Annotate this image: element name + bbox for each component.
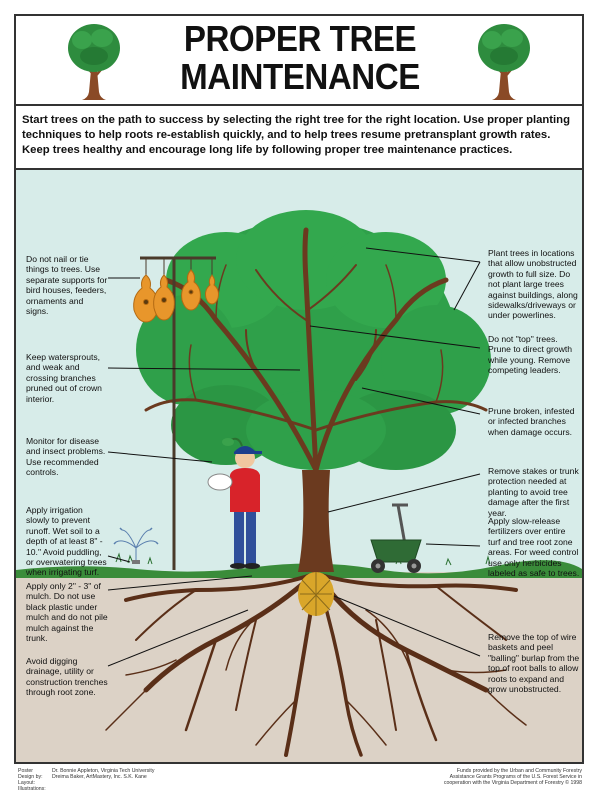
callout-no-topping: Do not "top" trees. Prune to direct growth while young. Remove competing leaders. [488,334,573,376]
callout-irrigation: Apply irrigation slowly to prevent runoff. Wet soil to a depth of at least 8" - 10." Avoid puddling, or overwatering trees when irrigating turf. [26,505,107,578]
callout-prune-broken: Prune broken, infested or infected branches when damage occurs. [488,406,575,437]
callout-remove-stakes: Remove stakes or trunk protection needed at planting to avoid tree damage after the first year. [488,466,579,518]
title-line-2: MAINTENANCE [180,56,420,97]
callout-mulch: Apply only 2" - 3" of mulch. Do not use black plastic under mulch and do not pile mulch against the trunk. [26,581,108,644]
intro-paragraph: Start trees on the path to success by selecting the right tree for the right location. Use proper planting techniques to help roots re-establish quickly, and to help trees resume pretransplant growth rates. Keep trees healthy and encourage long life by following proper tree maintenance practices. [22,114,570,156]
callout-nail: Do not nail or tie things to trees. Use separate supports for bird houses, feeders, ornaments and signs. [26,254,108,317]
header-tree-left-icon [64,20,124,104]
callout-monitor: Monitor for disease and insect problems. Use recommended controls. [26,436,106,478]
tree-maintenance-illustration [16,170,582,762]
callout-fertilizer: Apply slow-release fertilizers over entire turf and tree root zone areas. For weed control use only herbicides labeled as safe to trees. [488,516,580,579]
callout-wire-baskets: Remove the top of wire baskets and peel "balling" burlap from the top of root balls to allow roots to expand and grow unobstructed. [488,632,580,695]
header-divider [14,104,584,106]
credits-right: Funds provided by the Urban and Community Forestry Assistance Grants Programs of the U.S. Forest Service in cooperation with the Virginia Department of Forestry © 1998 [443,768,582,786]
callout-digging: Avoid digging drainage, utility or construction trenches through root zone. [26,656,108,698]
callout-plant-location: Plant trees in locations that allow unobstructed growth to full size. Do not plant large trees against buildings, along sidewalks/driveways or under powerlines. [488,248,578,321]
credits-left-names: Dr. Bonnie Appleton, Virginia Tech University Dreima Baker, ArtMastery, Inc. S.K. Kane [52,768,155,780]
tree-trunk [298,470,334,572]
callout-watersprouts: Keep watersprouts, and weak and crossing branches pruned out of crown interior. [26,352,102,404]
page-title [120,20,480,96]
root-ball [298,572,334,616]
title-line-1: PROPER TREE [183,18,417,59]
credits-left-label: Poster Design by: Layout: Illustrations: [18,768,46,792]
header-tree-right-icon [474,20,534,104]
